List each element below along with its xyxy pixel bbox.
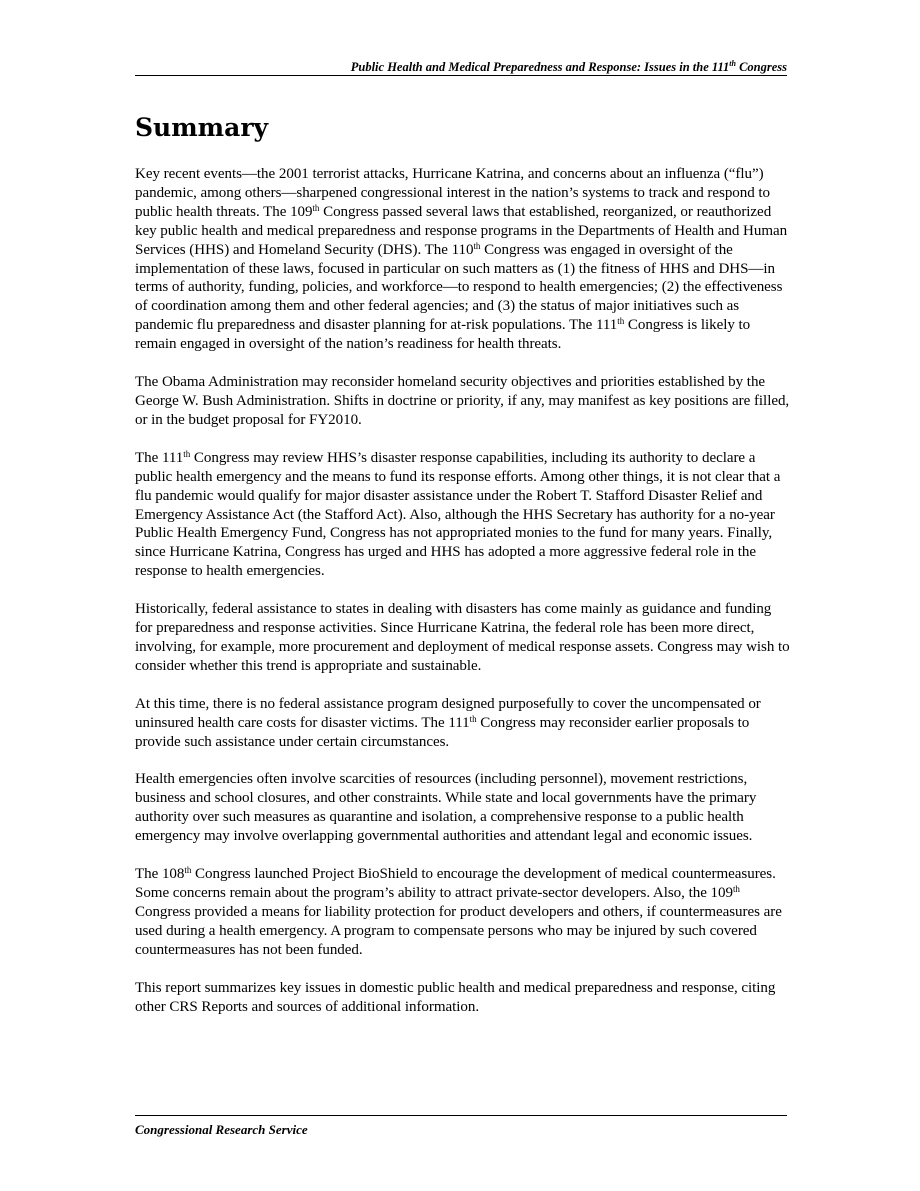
footer-text: Congressional Research Service	[135, 1122, 308, 1137]
paragraph-text: The Obama Administration may reconsider homeland security objectives and priorities established by the George W. Bush Administration. Shifts in doctrine or priority, if any, may manifest as key positions are filled, or in the budget proposal for FY2010.	[135, 374, 790, 428]
summary-paragraph	[135, 600, 790, 676]
paragraph-text: Health emergencies often involve scarcities of resources (including personnel), movement restrictions, business and school closures, and other constraints. While state and local governments have the primary authority over such measures as quarantine and isolation, a comprehensive response to a public health emergency may involve overlapping governmental authorities and attendant legal and economic issues.	[135, 771, 757, 845]
paragraph-text: Congress launched Project BioShield to encourage the development of medical countermeasures. Some concerns remain about the program’s ability to attract private-sector developers. Also, the 109	[135, 866, 776, 901]
paragraph-text: Congress may review HHS’s disaster response capabilities, including its authority to declare a public health emergency and the means to fund its response efforts. Among other things, it is not clear that a flu pandemic would qualify for major disaster assistance under the Robert T. Stafford Disaster Relief and Emergency Assistance Act (the Stafford Act). Also, although the HHS Secretary has authority for a no-year Public Health Emergency Fund, Congress has not appropriated monies to the fund for many years. Finally, since Hurricane Katrina, Congress has urged and HHS has adopted a more aggressive federal role in the response to health emergencies.	[135, 449, 781, 580]
ordinal-superscript: th	[732, 884, 740, 894]
paragraph-text: This report summarizes key issues in domestic public health and medical preparedness and response, citing other CRS Reports and sources of additional information.	[135, 979, 776, 1015]
ordinal-superscript: th	[312, 202, 320, 213]
paragraph-text: Congress provided a means for liability protection for product developers and others, if countermeasures are used during a health emergency. A program to compensate persons who may be injured by such covered countermeasures has not been funded.	[135, 903, 782, 958]
paragraph-text: Historically, federal assistance to states in dealing with disasters has come mainly as guidance and funding for preparedness and response activities. Since Hurricane Katrina, the federal role has been more direct, involving, for example, more procurement and deployment of medical response assets. Congress may wish to consider whether this trend is appropriate and sustainable.	[135, 601, 790, 674]
paragraph-text: Congress is likely to remain engaged in oversight of the nation’s readiness for health threats.	[135, 317, 751, 353]
page-footer	[135, 1115, 787, 1139]
paragraph-text: Congress may reconsider earlier proposals to provide such assistance under certain circumstances.	[135, 714, 750, 750]
summary-paragraph	[135, 770, 790, 846]
summary-paragraph	[135, 979, 790, 1017]
running-header-text: Public Health and Medical Preparedness and Response: Issues in the 111	[350, 60, 730, 75]
ordinal-superscript: th	[184, 865, 192, 876]
summary-paragraph	[135, 165, 790, 354]
running-header-superscript: th	[729, 59, 736, 68]
summary-paragraph	[135, 695, 790, 752]
summary-paragraph	[135, 373, 790, 430]
ordinal-superscript: th	[617, 316, 625, 327]
summary-paragraph	[135, 449, 790, 581]
ordinal-superscript: th	[473, 240, 481, 251]
paragraph-text: Congress passed several laws that established, reorganized, or reauthorized key public health and medical preparedness and response programs in the Departments of Health and Human Services (HHS) and Homeland Security (DHS). The 110	[135, 203, 788, 258]
summary-paragraph	[135, 865, 790, 960]
ordinal-superscript: th	[183, 448, 191, 459]
paragraph-text: Congress was engaged in oversight of the implementation of these laws, focused in particular on such matters as (1) the fitness of HHS and DHS—in terms of authority, funding, policies, and workforce—to respond to health emergencies; (2) the effectiveness of coordination among them and other federal agencies; and (3) the status of major initiatives such as pandemic flu preparedness and disaster planning for at-risk populations. The 111	[135, 241, 783, 334]
ordinal-superscript: th	[469, 713, 477, 724]
paragraph-text: Key recent events—the 2001 terrorist attacks, Hurricane Katrina, and concerns about an influenza (“flu”) pandemic, among others—sharpened congressional interest in the nation’s systems to track and respond to public health threats. The 109	[135, 166, 771, 220]
running-header-text-end: Congress	[735, 60, 787, 75]
paragraph-text: The 111	[135, 449, 184, 466]
paragraph-text: The 108	[135, 866, 185, 883]
section-title: Summary	[135, 113, 269, 142]
running-header	[135, 55, 787, 76]
paragraph-text: At this time, there is no federal assistance program designed purposefully to cover the uncompensated or uninsured health care costs for disaster victims. The 111	[135, 695, 761, 731]
summary-body	[135, 165, 790, 1035]
